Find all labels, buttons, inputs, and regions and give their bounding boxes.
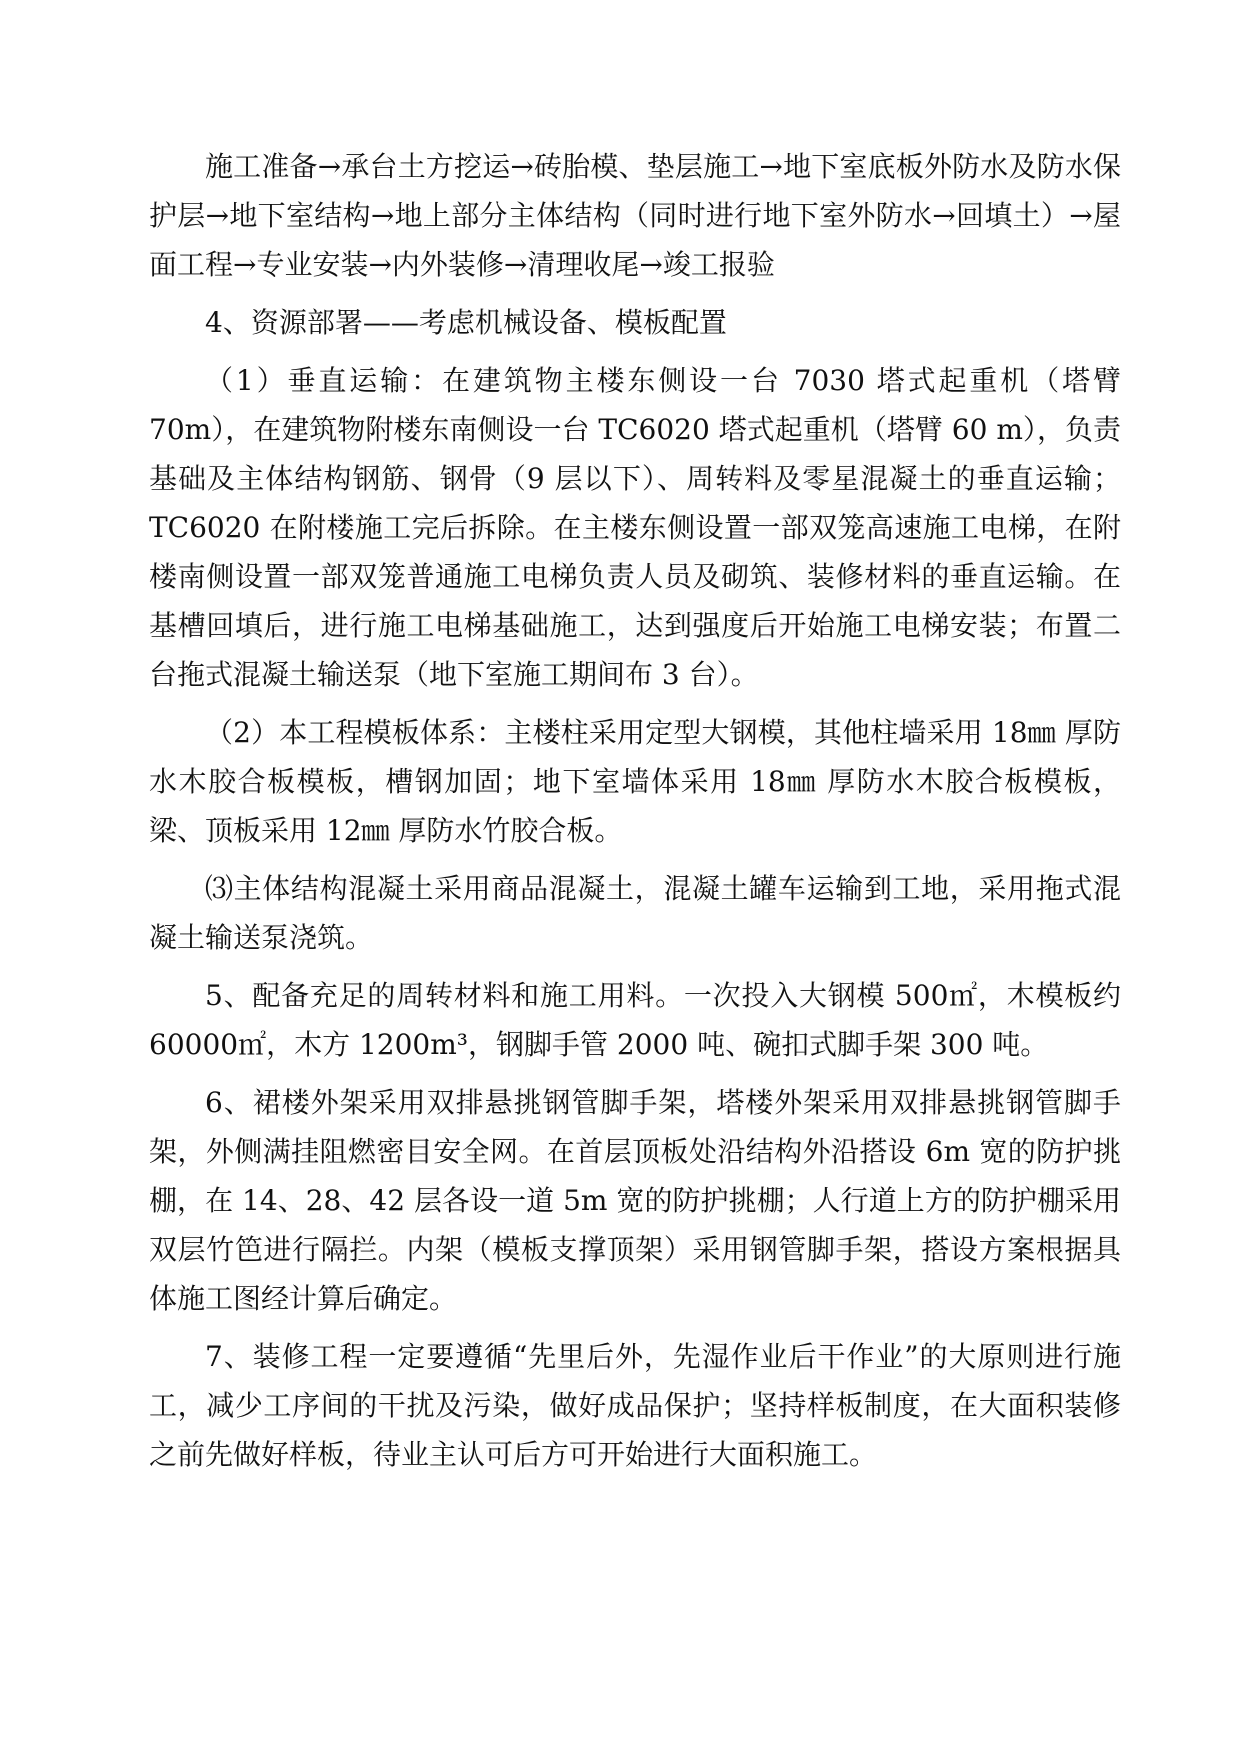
paragraph-scaffolding: 6、裙楼外架采用双排悬挑钢管脚手架，塔楼外架采用双排悬挑钢管脚手架，外侧满挂阻燃密目安全网。在首层顶板处沿结构外沿搭设 6m 宽的防护挑棚，在 14、28、42 层各设一道 5m 宽的防护挑棚；人行道上方的防护棚采用双层竹笆进行隔拦。内架（模板支撑顶架）采用钢管脚手架，搭设方案根据具体施工图经计算后确定。 bbox=[149, 1086, 1121, 1315]
paragraph-materials: 5、配备充足的周转材料和施工用料。一次投入大钢模 500㎡，木模板约 60000㎡，木方 1200m³，钢脚手管 2000 吨、碗扣式脚手架 300 吨。 bbox=[149, 979, 1121, 1061]
paragraph-concrete: ⑶主体结构混凝土采用商品混凝土，混凝土罐车运输到工地，采用拖式混凝土输送泵浇筑。 bbox=[149, 872, 1121, 954]
paragraph-vertical-transport: （1）垂直运输：在建筑物主楼东侧设一台 7030 塔式起重机（塔臂 70m），在建筑物附楼东南侧设一台 TC6020 塔式起重机（塔臂 60 m），负责基础及主体结构钢筋、钢骨（9 层以下）、周转料及零星混凝土的垂直运输；TC6020 在附楼施工完后拆除。在主楼东侧设置一部双笼高速施工电梯，在附楼南侧设置一部双笼普通施工电梯负责人员及砌筑、装修材料的垂直运输。在基槽回填后，进行施工电梯基础施工，达到强度后开始施工电梯安装；布置二台拖式混凝土输送泵（地下室施工期间布 3 台）。 bbox=[149, 364, 1121, 691]
paragraph-construction-sequence: 施工准备→承台土方挖运→砖胎模、垫层施工→地下室底板外防水及防水保护层→地下室结构→地上部分主体结构（同时进行地下室外防水→回填土）→屋面工程→专业安装→内外装修→清理收尾→竣工报验 bbox=[149, 150, 1121, 281]
paragraph-decoration: 7、装修工程一定要遵循“先里后外，先湿作业后干作业”的大原则进行施工，减少工序间的干扰及污染，做好成品保护；坚持样板制度，在大面积装修之前先做好样板，待业主认可后方可开始进行大面积施工。 bbox=[149, 1340, 1121, 1471]
document-body bbox=[149, 142, 1121, 1488]
paragraph-resource-deployment-heading: 4、资源部署——考虑机械设备、模板配置 bbox=[205, 306, 727, 339]
paragraph-formwork-system: （2）本工程模板体系：主楼柱采用定型大钢模，其他柱墙采用 18㎜ 厚防水木胶合板模板，槽钢加固；地下室墙体采用 18㎜ 厚防水木胶合板模板，梁、顶板采用 12㎜ 厚防水竹胶合板。 bbox=[149, 716, 1121, 847]
